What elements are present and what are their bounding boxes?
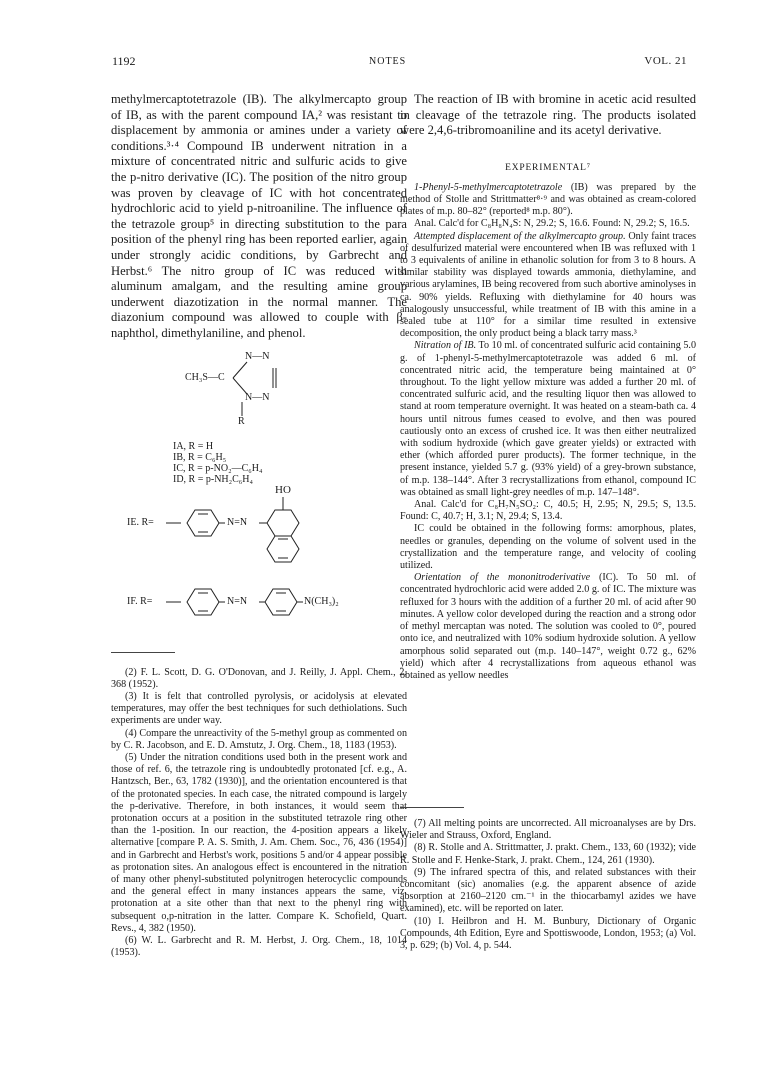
compound-ia: IA, R = H bbox=[173, 440, 214, 452]
footnote-7: (7) All melting points are uncorrected. All microanalyses are by Drs. Wieler and Strauss, Oxford, England. bbox=[400, 818, 696, 842]
tetrazole-n-bottom: N—N bbox=[245, 391, 270, 403]
if-azo-link: N=N bbox=[227, 595, 248, 607]
orientation-title: Orientation of the mononitroderivative bbox=[414, 572, 591, 584]
tetrazole-ch3s: CH₃S—C bbox=[185, 371, 225, 383]
nitration-title: Nitration of IB. bbox=[414, 340, 477, 352]
prep-text: (IB) was prepared by the method of Stolle and Strittmatter⁸·⁹ and was obtained as cream-colored plates of m.p. 80–82° (reported⁸ m.p. 80°). bbox=[400, 181, 696, 218]
left-body-paragraph: methylmercaptotetrazole (IB). The alkylmercapto group of IB, as with the parent compound IA,² was resistant to displacement by ammonia or amines under a variety of conditions.³·⁴ Compound IB underwent nitration in a mixture of concentrated nitric and sulfuric acids to give the p-nitro derivative (IC). The position of the nitro group was proven by cleavage of IC with hot concentrated hydrochloric acid to yield p-nitroaniline. The influence of the tetrazole group⁵ in directing substitution to the para position of the phenyl ring has been reported earlier, again under strongly acidic conditions, by Garbrecht and Herbst.⁶ The nitro group of IC was reduced with aluminum amalgam, and the resulting amine group underwent diazotization in the normal manner. The diazonium compound was allowed to couple with β-naphthol, dimethylaniline, and phenol. bbox=[111, 92, 407, 340]
footnote-8: (8) R. Stolle and A. Strittmatter, J. prakt. Chem., 133, 60 (1932); vide R. Stolle and F. Henke-Stark, J. prakt. Chem., 124, 261 (1930). bbox=[400, 842, 696, 866]
right-column bbox=[400, 92, 696, 682]
page-header bbox=[0, 54, 775, 70]
if-dimethylamino: N(CH₃)₂ bbox=[304, 595, 339, 607]
displacement-text: Only faint traces of desulfurized material were encountered when IB was refluxed with 1 to 3 equivalents of aniline in ethanolic solution for from 3 to 8 hours. A similar stability was displayed towards ammonia, diethylamine, and various arylamines, IB being recovered from such abortive aminolyses in ca. 90% yields. Refluxing with diethylamine for 40 hours was analogously unsuccessful, while treatment of IB with this amine in a sealed tube at 110° for a similar time resulted in extensive decomposition, the only product being a black tarry mass.³ bbox=[400, 230, 696, 340]
compound-id: ID, R = p-NH₂C₆H₄ bbox=[173, 473, 253, 485]
analysis-ib: Anal. Calc'd for C₈H₈N₄S: N, 29.2; S, 16.6. Found: N, 29.2; S, 16.5. bbox=[414, 218, 690, 230]
compound-ie-label: IE. R= bbox=[127, 516, 154, 528]
tetrazole-n-top: N—N bbox=[245, 350, 270, 362]
right-body-paragraph: The reaction of IB with bromine in acetic acid resulted in cleavage of the tetrazole ring. The products isolated were 2,4,6-tribromoaniline and its acetyl derivative. bbox=[400, 92, 696, 138]
footnote-4: (4) Compare the unreactivity of the 5-methyl group as commented on by C. R. Jacobson, and E. D. Amstutz, J. Org. Chem., 18, 1183 (1953). bbox=[111, 727, 407, 751]
right-footnotes bbox=[400, 807, 696, 952]
prep-title: 1-Phenyl-5-methylmercaptotetrazole bbox=[414, 181, 563, 193]
ie-azo-link: N=N bbox=[227, 516, 248, 528]
experimental-displacement bbox=[400, 231, 696, 341]
substituent-r: R bbox=[238, 415, 245, 427]
compound-if-label: IF. R= bbox=[127, 595, 153, 607]
right-footnote-separator bbox=[400, 807, 464, 808]
page-number: 1192 bbox=[112, 54, 136, 68]
structure-lines bbox=[111, 348, 407, 720]
footnote-3: (3) It is felt that controlled pyrolysis, or acidolysis at elevated temperatures, may offer the best techniques for such dethiolations. Such experiments are under way. bbox=[111, 690, 407, 727]
nitration-text: To 10 ml. of concentrated sulfuric acid containing 5.0 g. of 1-phenyl-5-methylmercaptotetrazole was added 6 ml. of concentrated nitric acid, the temperature being maintained at 0° throughout. To the light yellow mixture was added a further 20 ml. of concentrated sulfuric acid, and the resulting liquor then was allowed to stand at room temperature overnight. It was heated on a steam-bath ca. 4 hours until nitrous fumes ceased to evolve, and then was poured cautiously onto an excess of crushed ice. It was then either neutralized with sodium hydroxide (which gave greater yields) or extracted with ether (which afforded purer products). The former technique, in the present instance, yielded 5.7 g. (93% yield) of a grey-brown substance, of m.p. 138–144°. After 3 recrystallizations from ethanol, compound IC was obtained as small light-grey needles of m.p. 147–148°. bbox=[400, 340, 697, 498]
analysis-ic: Anal. Calc'd for C₈H₇N₅SO₂: C, 40.5; H, 2.95; N, 29.5; S, 13.5. Found: C, 40.7; H, 3.1; N, 29.4; S, 13.4. bbox=[400, 499, 696, 523]
displacement-title: Attempted displacement of the alkylmercapto group. bbox=[414, 230, 626, 242]
footnote-6: (6) W. L. Garbrecht and R. M. Herbst, J. Org. Chem., 18, 1014 (1953). bbox=[111, 934, 407, 959]
volume-label: VOL. 21 bbox=[644, 55, 687, 67]
orientation-text: (IC). To 50 ml. of concentrated hydrochloric acid were added 2.0 g. of IC. The mixture was refluxed for 3 hours with the addition of a further 20 ml. of acid after 90 minutes. A yellow color developed during the reaction and a strong odor of methyl mercaptan was noted. The solution was cooled to 0°, poured onto ice, and neutralized with 10% sodium hydroxide solution. A yellow amorphous solid separated out (m.p. 140–147°, weight 0.72 g., 62% yield) which after 4 recrystallizations from aqueous ethanol was obtained as yellow needles bbox=[400, 572, 696, 681]
footnote-10: (10) I. Heilbron and H. M. Bunbury, Dictionary of Organic Compounds, 4th Edition, Eyre and Spottiswoode, London, 1953; (a) Vol. 3, p. 629; (b) Vol. 4, p. 544. bbox=[400, 915, 696, 952]
footnote-5: (5) Under the nitration conditions used both in the present work and those of ref. 6, the tetrazole ring is undoubtedly protonated [cf. e.g., A. Hantzsch, Ber., 63, 1782 (1930)], and the orientation encountered is that of the protonated species. In each case, the nitrated compound is largely the p-derivative. Therefore, in both instances, it would seem that protonation occurs at a position in the substituted tetrazole ring other than the 1-position. In our reaction, the 4-position appears a likely alternative [compare P. A. S. Smith, J. Am. Chem. Soc., 76, 436 (1954)] and in Garbrecht and Herbst's work, positions 5 and/or 4 appear possible as protonation sites. An analogous effect is encountered in the nitration of many other phenyl-substituted polynitrogen heterocyclic compounds and the general effect in many instances appears the same, viz. protonation at a site other than that next to the phenyl ring with subsequent o,p-nitration in the latter. Compare K. Schofield, Quart. Revs., 4, 382 (1950). bbox=[111, 751, 407, 934]
section-heading: EXPERIMENTAL⁷ bbox=[505, 162, 591, 173]
compound-ib: IB, R = C₆H₅ bbox=[173, 451, 227, 463]
footnote-9: (9) The infrared spectra of this, and related substances with their concomitant (sic) anomalies (e.g. the apparent absence of azide absorption at 2160–2120 cm.⁻¹ in the thiocarbamyl azides we have examined), etc. will be reported on later. bbox=[400, 866, 696, 915]
experimental-orientation bbox=[400, 572, 696, 682]
structure-diagram bbox=[111, 348, 407, 720]
experimental-prep bbox=[400, 182, 696, 219]
left-column bbox=[111, 92, 407, 959]
running-title: NOTES bbox=[369, 56, 407, 67]
compound-ic: IC, R = p-NO₂—C₆H₄ bbox=[173, 462, 263, 474]
experimental-nitration bbox=[400, 340, 696, 499]
ic-forms: IC could be obtained in the following forms: amorphous, plates, needles or granules, depending on the volume of solvent used in the crystallization and the temperature range, and velocity of cooling utilized. bbox=[400, 523, 696, 572]
hydroxyl-label: HO bbox=[275, 483, 291, 496]
footnote-2: (2) F. L. Scott, D. G. O'Donovan, and J. Reilly, J. Appl. Chem., 2, 368 (1952). bbox=[111, 666, 407, 690]
